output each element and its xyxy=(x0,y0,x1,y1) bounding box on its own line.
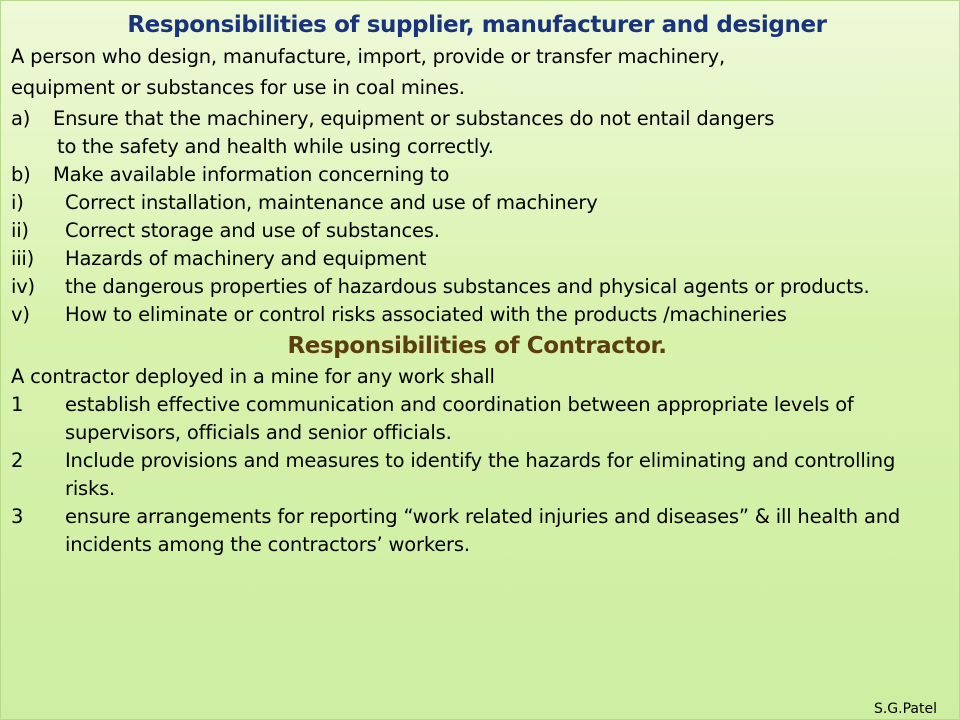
list-item-i xyxy=(1,189,953,217)
list-marker: v) xyxy=(11,303,30,326)
section1-intro-line1: A person who design, manufacture, import, provide or transfer machinery, xyxy=(11,45,726,68)
list-item-a xyxy=(1,105,953,161)
list-marker: 1 xyxy=(11,393,24,416)
section1-intro-line2: equipment or substances for use in coal mines. xyxy=(11,76,465,99)
section2-intro: A contractor deployed in a mine for any work shall xyxy=(11,365,495,388)
list-item-2 xyxy=(1,447,953,503)
list-marker: iv) xyxy=(11,275,35,298)
list-marker: 3 xyxy=(11,505,24,528)
list-item-text: Correct storage and use of substances. xyxy=(65,219,440,242)
list-marker: iii) xyxy=(11,247,35,270)
list-item-text-continued: to the safety and health while using correctly. xyxy=(57,135,494,158)
list-item-text: ensure arrangements for reporting “work related injuries and diseases” & ill health and incidents among the contractors’ workers. xyxy=(65,505,901,556)
list-item-text: Ensure that the machinery, equipment or substances do not entail dangers xyxy=(53,107,775,130)
list-item-v xyxy=(1,301,953,329)
list-item-3 xyxy=(1,503,953,559)
author-footer: S.G.Patel xyxy=(873,701,937,717)
list-item-text: How to eliminate or control risks associated with the products /machineries xyxy=(65,303,787,326)
list-marker: i) xyxy=(11,191,24,214)
list-item-text: Make available information concerning to xyxy=(53,163,450,186)
list-marker: a) xyxy=(11,107,31,130)
list-item-text: Include provisions and measures to identify the hazards for eliminating and controlling risks. xyxy=(65,449,896,500)
list-item-b xyxy=(1,161,953,189)
list-item-ii xyxy=(1,217,953,245)
section1-title: Responsibilities of supplier, manufacturer and designer xyxy=(127,12,827,38)
list-item-1 xyxy=(1,391,953,447)
slide-content xyxy=(1,7,953,559)
list-item-text: establish effective communication and coordination between appropriate levels of supervisors, officials and senior officials. xyxy=(65,393,854,444)
list-marker: b) xyxy=(11,163,31,186)
section2-title: Responsibilities of Contractor. xyxy=(287,333,667,359)
list-marker: 2 xyxy=(11,449,24,472)
list-item-text: the dangerous properties of hazardous substances and physical agents or products. xyxy=(65,275,870,298)
list-marker: ii) xyxy=(11,219,29,242)
list-item-text: Hazards of machinery and equipment xyxy=(65,247,427,270)
list-item-text: Correct installation, maintenance and use of machinery xyxy=(65,191,598,214)
list-item-iv xyxy=(1,273,953,301)
list-item-iii xyxy=(1,245,953,273)
